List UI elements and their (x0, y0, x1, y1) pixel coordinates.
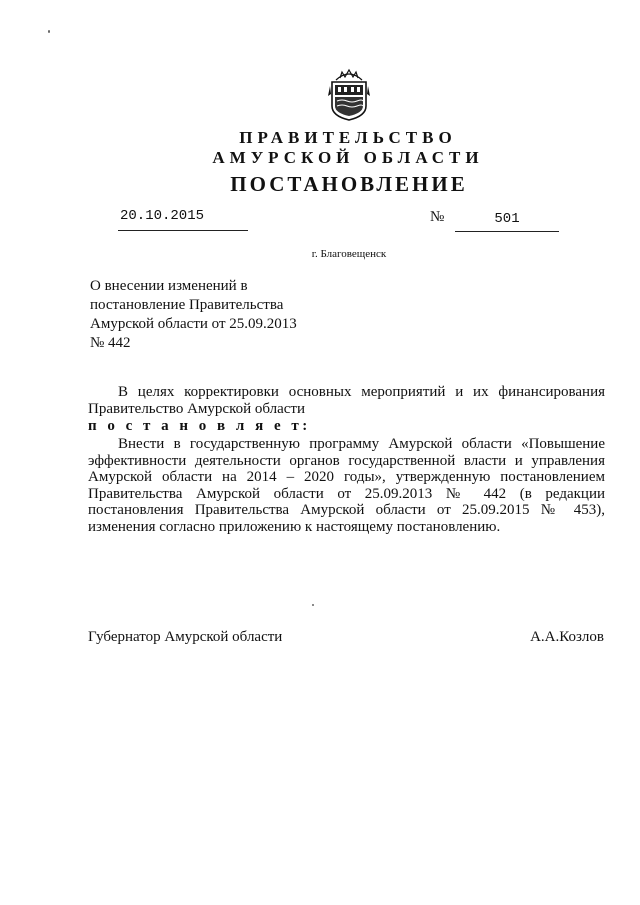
signatory-title: Губернатор Амурской области (88, 629, 283, 645)
document-subject (90, 277, 350, 353)
body-line: Внести в государственную программу Амурской области «Повышение (118, 436, 605, 452)
city-name: г. Благовещенск (311, 248, 387, 260)
body-paragraph (88, 436, 605, 536)
body-line: изменения согласно приложению к настоящему постановлению. (88, 518, 501, 535)
document-date: 20.10.2015 (118, 207, 248, 231)
document-title: ПОСТАНОВЛЕНИЕ (230, 172, 468, 196)
preamble-line: В целях корректировки основных мероприятий и их финансирования (118, 384, 605, 400)
preamble-line: Правительство Амурской области (88, 400, 306, 417)
body-line: эффективности деятельности органов государственной власти и управления (88, 452, 605, 469)
government-name-line-2: АМУРСКОЙ ОБЛАСТИ (212, 148, 484, 167)
preamble-paragraph (88, 384, 605, 417)
subject-line: О внесении изменений в (90, 278, 248, 294)
scan-speck (48, 30, 50, 33)
document-number: 501 (455, 210, 559, 232)
government-name-line-1: ПРАВИТЕЛЬСТВО (239, 128, 457, 147)
subject-line: № 442 (90, 335, 131, 351)
decree-word: п о с т а н о в л я е т: (88, 418, 311, 434)
signatory-name: А.А.Козлов (530, 629, 604, 645)
body-line: Правительства Амурской области от 25.09.2013 № 442 (в редакции (88, 485, 605, 502)
scan-speck (312, 604, 314, 606)
subject-line: постановление Правительства (90, 297, 284, 313)
number-sign: № (430, 209, 445, 225)
body-line: Амурской области на 2014 – 2020 годы», утвержденную постановлением (88, 469, 605, 486)
subject-line: Амурской области от 25.09.2013 (90, 316, 297, 332)
body-line: постановления Правительства Амурской области от 25.09.2015 № 453), (88, 502, 605, 519)
coat-of-arms-emblem (326, 66, 372, 122)
